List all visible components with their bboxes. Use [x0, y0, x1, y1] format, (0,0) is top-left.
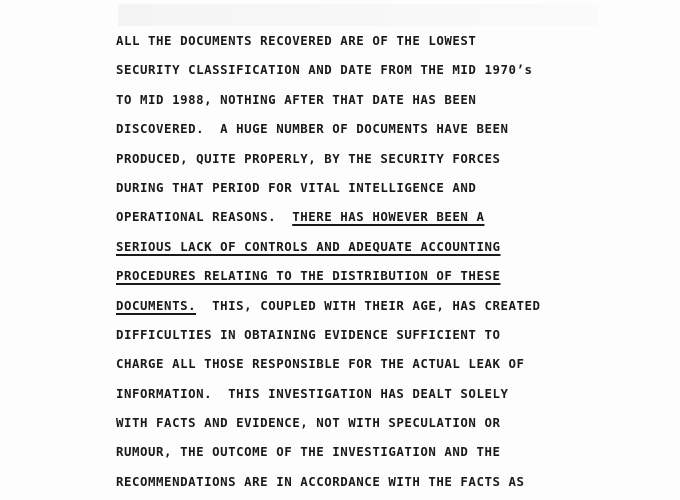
- text-line: TO MID 1988, NOTHING AFTER THAT DATE HAS BEEN: [116, 91, 477, 107]
- text-line: DISCOVERED. A HUGE NUMBER OF DOCUMENTS HAVE BEEN: [116, 121, 509, 137]
- text-line: PRODUCED, QUITE PROPERLY, BY THE SECURITY FORCES: [116, 150, 501, 166]
- text-line: [116, 232, 541, 261]
- text-line: ALL THE DOCUMENTS RECOVERED ARE OF THE LOWEST: [116, 33, 477, 48]
- document-body: [116, 26, 541, 496]
- text-line: SECURITY CLASSIFICATION AND DATE FROM THE MID 1970’s: [116, 62, 533, 78]
- text-line: DURING THAT PERIOD FOR VITAL INTELLIGENCE AND: [116, 179, 477, 195]
- text-line: DOCUMENTS. THIS, COUPLED WITH THEIR AGE, HAS CREATED: [116, 297, 541, 313]
- underlined-text: THERE HAS HOWEVER BEEN A: [292, 209, 485, 225]
- underlined-text: PROCEDURES RELATING TO THE DISTRIBUTION OF THESE: [116, 268, 501, 284]
- underlined-text: SERIOUS LACK OF CONTROLS AND ADEQUATE ACCOUNTING: [116, 238, 501, 254]
- text-line: INFORMATION. THIS INVESTIGATION HAS DEALT SOLELY: [116, 385, 509, 401]
- text-line: OPERATIONAL REASONS. THERE HAS HOWEVER BEEN A: [116, 209, 485, 225]
- underlined-text: DOCUMENTS.: [116, 297, 197, 313]
- text-line: WITH FACTS AND EVIDENCE, NOT WITH SPECULATION OR: [116, 415, 501, 431]
- text-line: CHARGE ALL THOSE RESPONSIBLE FOR THE ACTUAL LEAK OF: [116, 356, 525, 372]
- text-line: RUMOUR, THE OUTCOME OF THE INVESTIGATION AND THE: [116, 444, 501, 460]
- text-line: [116, 261, 541, 290]
- text-line: DIFFICULTIES IN OBTAINING EVIDENCE SUFFICIENT TO: [116, 326, 501, 342]
- text-line: RECOMMENDATIONS ARE IN ACCORDANCE WITH THE FACTS AS: [116, 473, 525, 489]
- bleed-through-text: [118, 4, 598, 26]
